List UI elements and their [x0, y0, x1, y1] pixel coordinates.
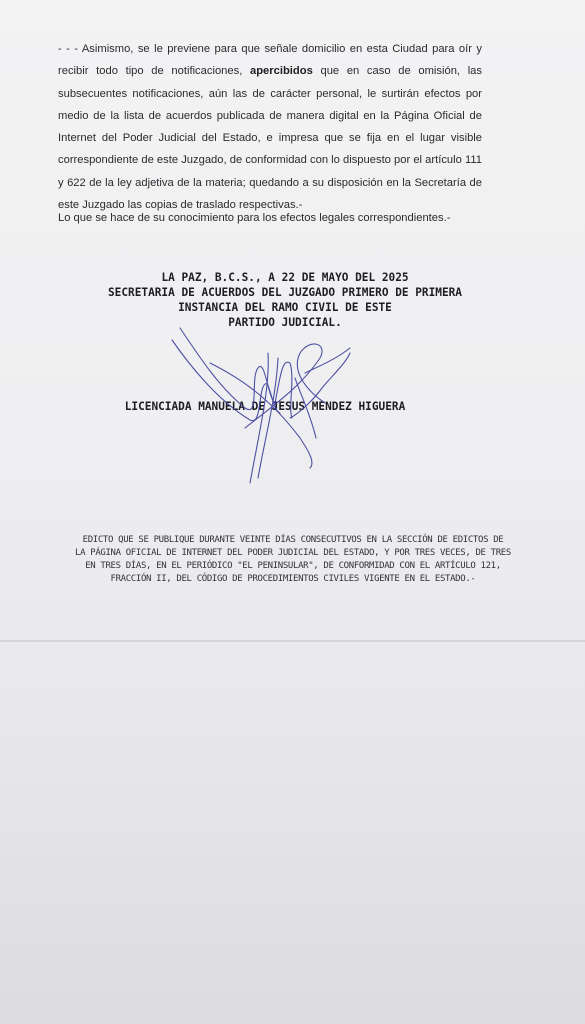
- closing-line: Lo que se hace de su conocimiento para los efectos legales correspondientes.-: [58, 212, 451, 224]
- paper-fold: [0, 640, 585, 642]
- edict-line-3: EN TRES DÍAS, EN EL PERIÓDICO "EL PENINSULAR", DE CONFORMIDAD CON EL ARTÍCULO 121,: [85, 561, 501, 571]
- notice-paragraph: [58, 38, 482, 216]
- office-line-3: PARTIDO JUDICIAL.: [228, 316, 342, 329]
- edict-line-2: LA PÁGINA OFICIAL DE INTERNET DEL PODER JUDICIAL DEL ESTADO, Y POR TRES VECES, DE TRES: [75, 548, 511, 558]
- signer-name: LICENCIADA MANUELA DE JESUS MENDEZ HIGUERA: [124, 400, 406, 413]
- office-line-1: SECRETARIA DE ACUERDOS DEL JUZGADO PRIMERO DE PRIMERA: [108, 286, 462, 299]
- paragraph-text-2: que en caso de omisión, las subsecuentes notificaciones, aún las de carácter personal, le surtirán efectos por medio de la lista de acuerdos publicada de manera digital en la Página Oficial de Internet del Poder Judicial del Estado, e impresa que se fija en el lugar visible correspondiente de este Juzgado, de conformidad con lo dispuesto por el artículo 111 y 622 de la ley adjetiva de la materia; quedando a su disposición en la Secretaría de este Juzgado las copias de traslado respectivas.-: [58, 65, 482, 212]
- edict-line-1: EDICTO QUE SE PUBLIQUE DURANTE VEINTE DÍAS CONSECUTIVOS EN LA SECCIÓN DE EDICTOS DE: [82, 535, 504, 545]
- date-line: LA PAZ, B.C.S., A 22 DE MAYO DEL 2025: [161, 271, 409, 284]
- edict-line-4: FRACCIÓN II, DEL CÓDIGO DE PROCEDIMIENTOS CIVILES VIGENTE EN EL ESTADO.-: [110, 574, 476, 584]
- edict-publication-note: [36, 534, 550, 586]
- office-line-2: INSTANCIA DEL RAMO CIVIL DE ESTE: [178, 301, 392, 314]
- paragraph-text-1: - - - Asimismo, se le previene para que señale domicilio en esta Ciudad para oír y recibir todo tipo de notificaciones,: [58, 43, 482, 78]
- handwritten-signature: [150, 318, 390, 488]
- paragraph-bold-word: apercibidos: [250, 65, 313, 78]
